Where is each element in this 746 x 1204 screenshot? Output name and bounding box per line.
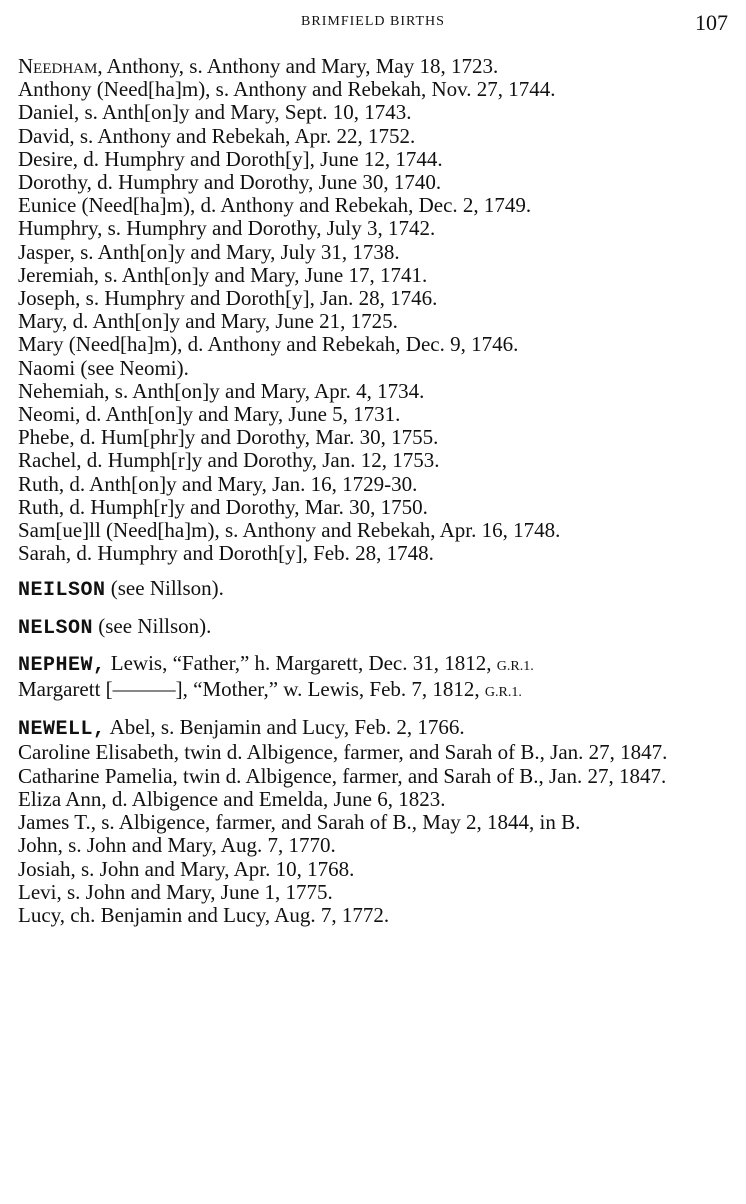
list-item: Neomi, d. Anth[on]y and Mary, June 5, 1731. [18,402,401,427]
surname-newell: NEWELL, [18,718,106,742]
entry-nelson [18,615,732,640]
list-item: Josiah, s. John and Mary, Apr. 10, 1768. [18,856,355,881]
list-item: Eliza Ann, d. Albigence and Emelda, June 6, 1823. [18,786,446,811]
running-head [18,8,728,38]
entry-text: Lewis, “Father,” h. Margarett, Dec. 31, 1812, [105,650,497,675]
list-item: Dorothy, d. Humphry and Dorothy, June 30, 1740. [18,170,442,195]
list-item: Joseph, s. Humphry and Doroth[y], Jan. 28, 1746. [18,286,438,311]
entry-text: Margarett [———], “Mother,” w. Lewis, Feb. 7, 1812, [18,677,485,702]
list-item: Daniel, s. Anth[on]y and Mary, Sept. 10, 1743. [18,100,412,125]
source-tag: G.R.1. [484,685,522,701]
list-item: Jeremiah, s. Anth[on]y and Mary, June 17, 1741. [18,262,428,287]
list-item: James T., s. Albigence, farmer, and Sarah of B., May 2, 1844, in B. [18,810,581,835]
entry-nephew-lewis [18,652,732,678]
surname-neilson: NEILSON [18,579,106,603]
list-item: Levi, s. John and Mary, June 1, 1775. [18,879,333,904]
list-item: Sarah, d. Humphry and Doroth[y], Feb. 28, 1748. [18,541,434,566]
entry-neilson [18,577,732,602]
source-tag: G.R.1. [496,658,534,674]
list-item: Ruth, d. Anth[on]y and Mary, Jan. 16, 1729-30. [18,471,418,496]
entries-body [18,55,732,927]
entry-text: (see Nillson). [105,576,224,601]
surname-needham: Needham [18,54,98,78]
list-item: Nehemiah, s. Anth[on]y and Mary, Apr. 4, 1734. [18,378,425,403]
list-item: David, s. Anthony and Rebekah, Apr. 22, 1752. [18,123,416,148]
list-item: Eunice (Need[ha]m), d. Anthony and Rebekah, Dec. 2, 1749. [18,193,532,218]
page-number: 107 [695,10,728,35]
entry-text: (see Nillson). [93,613,212,638]
list-item: Rachel, d. Humph[r]y and Dorothy, Jan. 12, 1753. [18,448,440,473]
list-item: Ruth, d. Humph[r]y and Dorothy, Mar. 30, 1750. [18,494,428,519]
list-item: Mary (Need[ha]m), d. Anthony and Rebekah, Dec. 9, 1746. [18,332,519,357]
list-item: Naomi (see Neomi). [18,355,189,380]
entry-text: Abel, s. Benjamin and Lucy, Feb. 2, 1766. [105,715,465,740]
list-item: Mary, d. Anth[on]y and Mary, June 21, 1725. [18,309,398,334]
list-item: Lucy, ch. Benjamin and Lucy, Aug. 7, 1772. [18,902,390,927]
surname-nephew: NEPHEW, [18,653,106,677]
list-item: Desire, d. Humphry and Doroth[y], June 12, 1744. [18,146,443,171]
surname-nelson: NELSON [18,616,94,640]
list-item: Jasper, s. Anth[on]y and Mary, July 31, 1738. [18,239,400,264]
list-item: John, s. John and Mary, Aug. 7, 1770. [18,833,336,858]
list-item: Caroline Elisabeth, twin d. Albigence, farmer, and Sarah of B., Jan. 27, 1847. [18,740,668,765]
entry-newell-abel [18,716,732,741]
list-item: Catharine Pamelia, twin d. Albigence, farmer, and Sarah of B., Jan. 27, 1847. [18,763,667,788]
entry-needham-anthony [18,55,732,78]
page-title: BRIMFIELD BIRTHS [301,14,445,29]
list-item: Anthony (Need[ha]m), s. Anthony and Rebekah, Nov. 27, 1744. [18,77,556,102]
list-item: Phebe, d. Hum[phr]y and Dorothy, Mar. 30, 1755. [18,425,439,450]
entry-text: , Anthony, s. Anthony and Mary, May 18, 1723. [97,54,499,78]
list-item: Humphry, s. Humphry and Dorothy, July 3, 1742. [18,216,436,241]
entry-margarett [18,678,732,704]
list-item: Sam[ue]ll (Need[ha]m), s. Anthony and Rebekah, Apr. 16, 1748. [18,518,561,543]
